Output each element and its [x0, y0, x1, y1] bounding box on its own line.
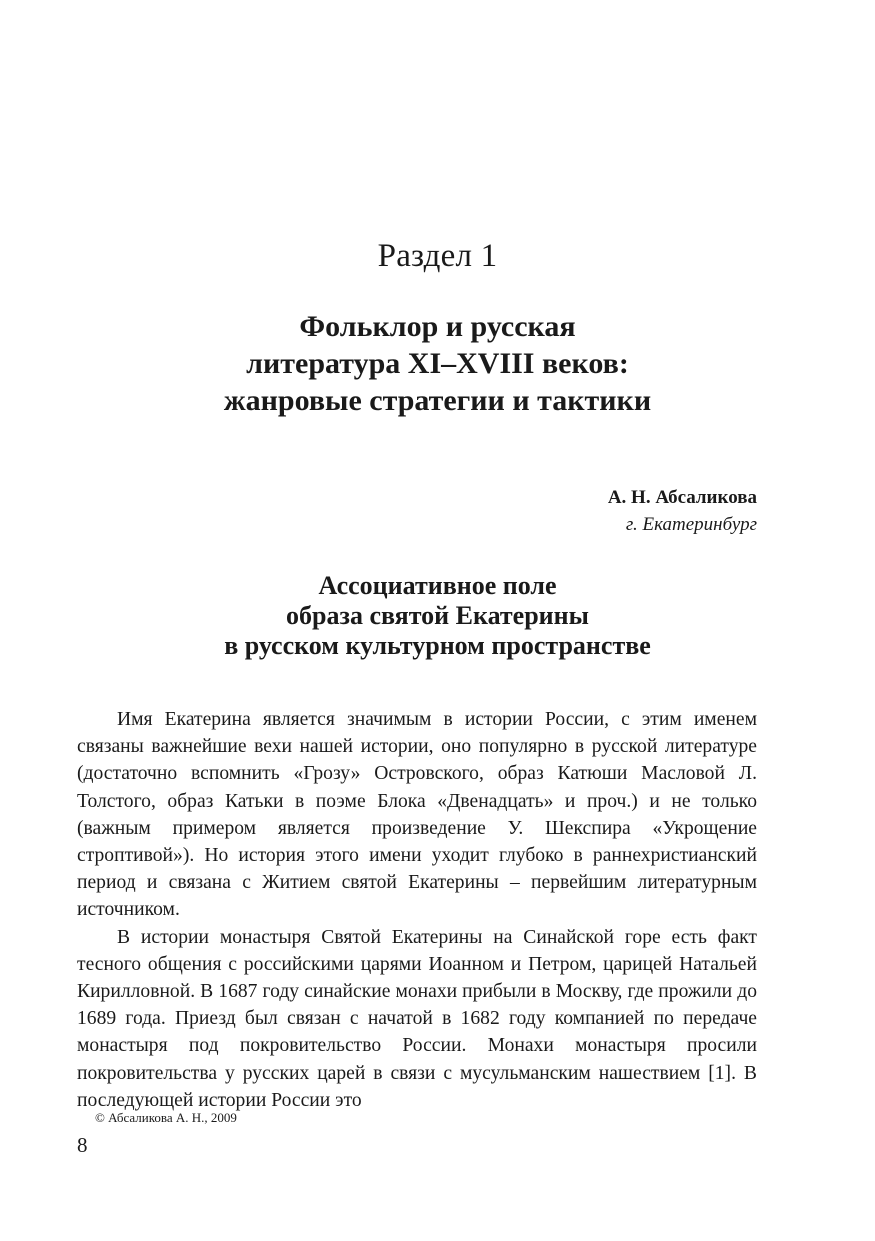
author-block [608, 484, 757, 538]
section-title-line: литература XI–XVIII веков: [246, 347, 629, 380]
section-title-line: жанровые стратегии и тактики [223, 384, 652, 417]
article-title-line: образа святой Екатерины [286, 601, 589, 630]
body-paragraph: В истории монастыря Святой Екатерины на Синайской горе есть факт тесного общения с российскими царями Иоанном и Петром, царицей Натальей Кирилловной. В 1687 году синайские монахи прибыли в Москву, где прожили до 1689 года. Приезд был связан с начатой в 1682 году компанией по передаче монастыря под покровительство России. Монахи монастыря просили покровительства у русских царей в связи с мусульманским нашествием [1]. В последующей истории России это [77, 926, 757, 1111]
article-title [0, 571, 875, 661]
article-title-line: в русском культурном пространстве [224, 631, 651, 660]
author-name: А. Н. Абсаликова [607, 487, 757, 508]
author-city: г. Екатеринбург [625, 514, 757, 535]
copyright-note: © Абсаликова А. Н., 2009 [95, 1110, 237, 1125]
section-label: Раздел 1 [377, 238, 498, 274]
section-title-line: Фольклор и русская [299, 310, 576, 343]
page-number: 8 [77, 1133, 88, 1157]
section-title [0, 308, 875, 419]
body-paragraph: Имя Екатерина является значимым в истории России, с этим именем связаны важнейшие вехи нашей истории, оно популярно в русской литературе (достаточно вспомнить «Грозу» Островского, образ Катюши Масловой Л. Толстого, образ Катьки в поэме Блока «Двенадцать» и проч.) и не только (важным примером является произведение У. Шекспира «Укрощение строптивой»). Но история этого имени уходит глубоко в раннехристианский период и связана с Житием святой Екатерины – первейшим литературным источником. [77, 709, 757, 921]
article-title-line: Ассоциативное поле [318, 571, 557, 600]
article-body [77, 706, 757, 1114]
